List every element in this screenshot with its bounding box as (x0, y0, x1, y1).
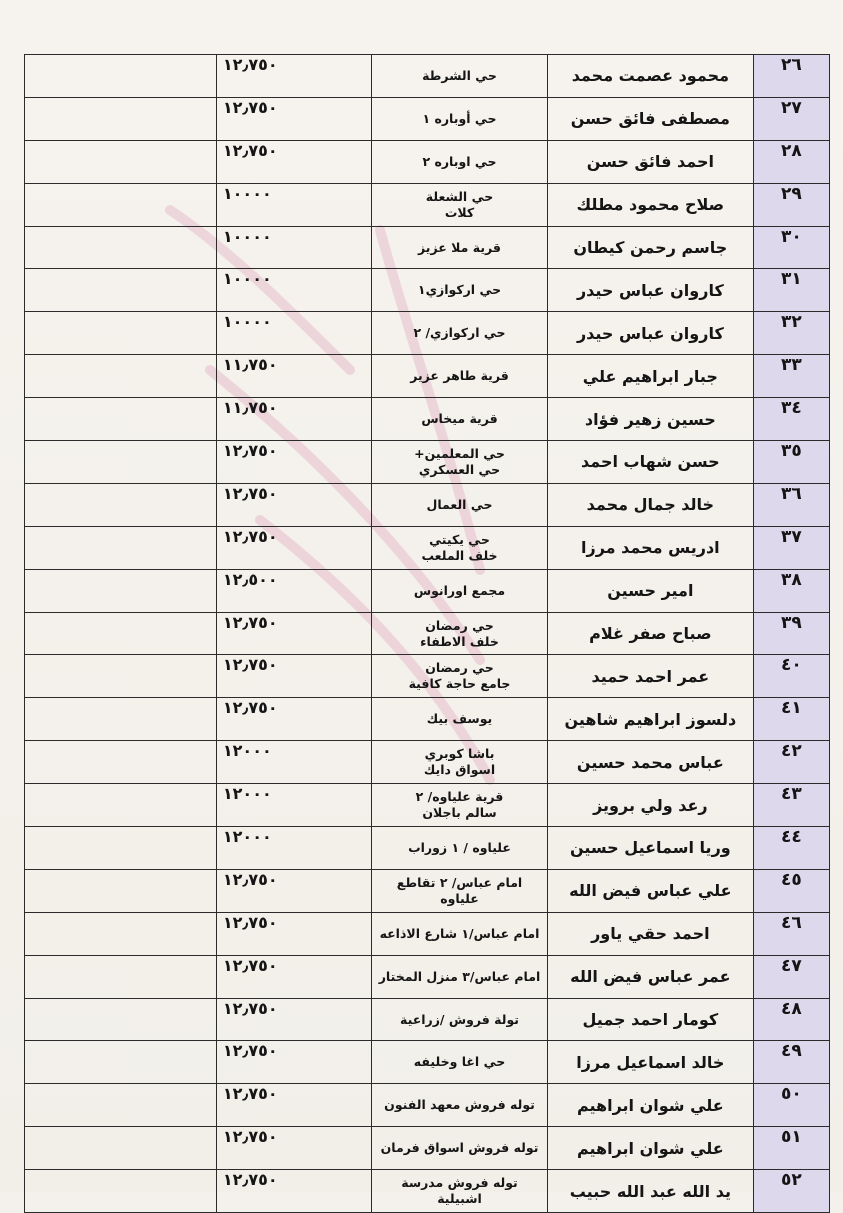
address-line: سالم باجلان (422, 805, 497, 821)
address-cell (372, 1170, 548, 1213)
amount: ١٢٠٠٠ (216, 827, 371, 870)
notes-cell (25, 955, 217, 998)
notes-cell (25, 183, 217, 226)
address-line: قرية طاهر عزير (410, 368, 509, 384)
notes-cell (25, 355, 217, 398)
row-number: ٣٩ (753, 612, 829, 655)
person-name: محمود عصمت محمد (547, 55, 753, 98)
table-row (25, 226, 830, 269)
address-cell (372, 269, 548, 312)
address-line: خلف الملعب (421, 547, 498, 563)
notes-cell (25, 741, 217, 784)
table-row (25, 998, 830, 1041)
notes-cell (25, 869, 217, 912)
table-row (25, 312, 830, 355)
amount: ١٢٫٧٥٠ (216, 655, 371, 698)
address-cell (372, 441, 548, 484)
address-line: حي أوباره ١ (422, 110, 497, 126)
person-name: رعد ولي برويز (547, 784, 753, 827)
row-number: ٣٥ (753, 441, 829, 484)
row-number: ٥١ (753, 1127, 829, 1170)
notes-cell (25, 483, 217, 526)
person-name: مصطفى فائق حسن (547, 97, 753, 140)
row-number: ٤١ (753, 698, 829, 741)
row-number: ٢٨ (753, 140, 829, 183)
address-line: حي اوباره ٢ (422, 153, 497, 169)
address-cell (372, 655, 548, 698)
address-cell (372, 741, 548, 784)
address-line: امام عباس/ ٢ تقاطع علياوه (396, 874, 523, 906)
person-name: صلاح محمود مطلك (547, 183, 753, 226)
row-number: ٤٢ (753, 741, 829, 784)
amount: ١٠٠٠٠ (216, 226, 371, 269)
table-row (25, 55, 830, 98)
amount: ١٢٠٠٠ (216, 784, 371, 827)
notes-cell (25, 1170, 217, 1213)
address-line: حي الشعلة (425, 188, 494, 204)
address-line: توله فروش معهد الفنون (384, 1097, 535, 1113)
amount: ١١٫٧٥٠ (216, 355, 371, 398)
address-line: قرية ملا عزيز (418, 239, 501, 255)
table-row (25, 655, 830, 698)
address-cell (372, 55, 548, 98)
table-row (25, 1170, 830, 1213)
address-line: يوسف بيك (426, 711, 493, 727)
row-number: ٤٦ (753, 912, 829, 955)
address-line: تولة فروش /زراعية (400, 1011, 519, 1027)
beneficiary-table (24, 54, 830, 1213)
address-line: حي رمضان (425, 617, 494, 633)
notes-cell (25, 1084, 217, 1127)
person-name: عباس محمد حسين (547, 741, 753, 784)
address-line: خلف الاطفاء (420, 633, 499, 649)
amount: ١٢٫٧٥٠ (216, 483, 371, 526)
amount: ١٢٫٧٥٠ (216, 97, 371, 140)
notes-cell (25, 655, 217, 698)
address-cell (372, 97, 548, 140)
row-number: ٣٧ (753, 526, 829, 569)
notes-cell (25, 912, 217, 955)
table-row (25, 1041, 830, 1084)
notes-cell (25, 441, 217, 484)
address-line: كلات (444, 204, 475, 220)
person-name: كومار احمد جميل (547, 998, 753, 1041)
table-row (25, 569, 830, 612)
notes-cell (25, 312, 217, 355)
person-name: خالد اسماعيل مرزا (547, 1041, 753, 1084)
address-line: حي اركوازي/ ٢ (413, 325, 506, 341)
row-number: ٣٤ (753, 398, 829, 441)
notes-cell (25, 569, 217, 612)
address-line: حي المعلمين+ (414, 445, 505, 461)
address-cell (372, 998, 548, 1041)
row-number: ٣٢ (753, 312, 829, 355)
notes-cell (25, 698, 217, 741)
address-line: حي الشرطة (422, 67, 497, 83)
person-name: عمر احمد حميد (547, 655, 753, 698)
person-name: علي عباس فيض الله (547, 869, 753, 912)
table-row (25, 698, 830, 741)
address-line: اسواق دايك (423, 762, 496, 778)
amount: ١٢٠٠٠ (216, 741, 371, 784)
address-cell (372, 355, 548, 398)
address-cell (372, 869, 548, 912)
row-number: ٤٧ (753, 955, 829, 998)
table-row (25, 140, 830, 183)
amount: ١١٫٧٥٠ (216, 398, 371, 441)
address-cell (372, 1041, 548, 1084)
notes-cell (25, 784, 217, 827)
address-line: علياوه / ١ زوراب (408, 839, 511, 855)
table-row (25, 183, 830, 226)
row-number: ٤٨ (753, 998, 829, 1041)
address-cell (372, 612, 548, 655)
address-cell (372, 827, 548, 870)
address-cell (372, 955, 548, 998)
address-line: حي رمضان (425, 660, 494, 676)
row-number: ٥٠ (753, 1084, 829, 1127)
row-number: ٤٥ (753, 869, 829, 912)
address-cell (372, 912, 548, 955)
person-name: ادريس محمد مرزا (547, 526, 753, 569)
address-line: حي العسكري (418, 461, 501, 477)
address-cell (372, 569, 548, 612)
amount: ١٠٠٠٠ (216, 312, 371, 355)
row-number: ٤٣ (753, 784, 829, 827)
address-cell (372, 1084, 548, 1127)
row-number: ٢٧ (753, 97, 829, 140)
person-name: علي شوان ابراهيم (547, 1127, 753, 1170)
table-row (25, 612, 830, 655)
amount: ١٢٫٥٠٠ (216, 569, 371, 612)
table-row (25, 97, 830, 140)
person-name: جبار ابراهيم علي (547, 355, 753, 398)
address-cell (372, 226, 548, 269)
notes-cell (25, 526, 217, 569)
notes-cell (25, 612, 217, 655)
address-line: توله فروش مدرسة اشبيلية (401, 1175, 518, 1207)
address-line: حي العمال (426, 496, 493, 512)
person-name: يد الله عبد الله حبيب (547, 1170, 753, 1213)
address-line: حي يكيتي (429, 531, 490, 547)
amount: ١٢٫٧٥٠ (216, 1127, 371, 1170)
address-cell (372, 398, 548, 441)
notes-cell (25, 55, 217, 98)
amount: ١٢٫٧٥٠ (216, 998, 371, 1041)
table-row (25, 398, 830, 441)
table-row (25, 869, 830, 912)
notes-cell (25, 97, 217, 140)
address-cell (372, 1127, 548, 1170)
amount: ١٠٠٠٠ (216, 269, 371, 312)
person-name: عمر عباس فيض الله (547, 955, 753, 998)
person-name: خالد جمال محمد (547, 483, 753, 526)
notes-cell (25, 398, 217, 441)
amount: ١٢٫٧٥٠ (216, 1084, 371, 1127)
address-line: باشا كوبري (424, 746, 495, 762)
table-row (25, 1084, 830, 1127)
amount: ١٢٫٧٥٠ (216, 55, 371, 98)
table-row (25, 1127, 830, 1170)
amount: ١٠٠٠٠ (216, 183, 371, 226)
address-line: قرية ميخاس (421, 411, 498, 427)
amount: ١٢٫٧٥٠ (216, 526, 371, 569)
notes-cell (25, 1127, 217, 1170)
amount: ١٢٫٧٥٠ (216, 441, 371, 484)
amount: ١٢٫٧٥٠ (216, 955, 371, 998)
address-line: امام عباس/٣ منزل المختار (378, 968, 541, 984)
row-number: ٢٩ (753, 183, 829, 226)
amount: ١٢٫٧٥٠ (216, 869, 371, 912)
address-cell (372, 140, 548, 183)
row-number: ٢٦ (753, 55, 829, 98)
amount: ١٢٫٧٥٠ (216, 912, 371, 955)
person-name: كاروان عباس حيدر (547, 312, 753, 355)
row-number: ٥٢ (753, 1170, 829, 1213)
notes-cell (25, 269, 217, 312)
table-row (25, 269, 830, 312)
row-number: ٤٤ (753, 827, 829, 870)
person-name: دلسوز ابراهيم شاهين (547, 698, 753, 741)
person-name: كاروان عباس حيدر (547, 269, 753, 312)
notes-cell (25, 1041, 217, 1084)
table-row (25, 483, 830, 526)
address-cell (372, 312, 548, 355)
notes-cell (25, 140, 217, 183)
address-cell (372, 526, 548, 569)
person-name: احمد فائق حسن (547, 140, 753, 183)
row-number: ٣٦ (753, 483, 829, 526)
table-row (25, 912, 830, 955)
table-row (25, 741, 830, 784)
address-cell (372, 183, 548, 226)
row-number: ٤٩ (753, 1041, 829, 1084)
person-name: علي شوان ابراهيم (547, 1084, 753, 1127)
person-name: وريا اسماعيل حسين (547, 827, 753, 870)
amount: ١٢٫٧٥٠ (216, 1041, 371, 1084)
notes-cell (25, 827, 217, 870)
table-row (25, 784, 830, 827)
row-number: ٣٣ (753, 355, 829, 398)
amount: ١٢٫٧٥٠ (216, 612, 371, 655)
address-cell (372, 698, 548, 741)
table-row (25, 827, 830, 870)
address-cell (372, 784, 548, 827)
row-number: ٣٠ (753, 226, 829, 269)
address-line: توله فروش اسواق فرمان (380, 1140, 539, 1156)
person-name: احمد حقي ياور (547, 912, 753, 955)
table-row (25, 441, 830, 484)
amount: ١٢٫٧٥٠ (216, 698, 371, 741)
address-line: امام عباس/١ شارع الاذاعه (379, 925, 540, 941)
table-row (25, 355, 830, 398)
address-cell (372, 483, 548, 526)
address-line: جامع حاجة كافية (408, 676, 511, 692)
notes-cell (25, 226, 217, 269)
address-line: قرية علياوه/ ٢ (415, 789, 504, 805)
table-row (25, 526, 830, 569)
address-line: حي اركوازي١ (417, 282, 502, 298)
person-name: جاسم رحمن كيطان (547, 226, 753, 269)
amount: ١٢٫٧٥٠ (216, 140, 371, 183)
notes-cell (25, 998, 217, 1041)
person-name: حسن شهاب احمد (547, 441, 753, 484)
address-line: حي اغا وخليفه (413, 1054, 506, 1070)
table-row (25, 955, 830, 998)
amount: ١٢٫٧٥٠ (216, 1170, 371, 1213)
person-name: حسين زهير فؤاد (547, 398, 753, 441)
row-number: ٤٠ (753, 655, 829, 698)
row-number: ٣٨ (753, 569, 829, 612)
person-name: امير حسين (547, 569, 753, 612)
address-line: مجمع اورانوس (413, 582, 506, 598)
row-number: ٣١ (753, 269, 829, 312)
person-name: صباح صفر غلام (547, 612, 753, 655)
